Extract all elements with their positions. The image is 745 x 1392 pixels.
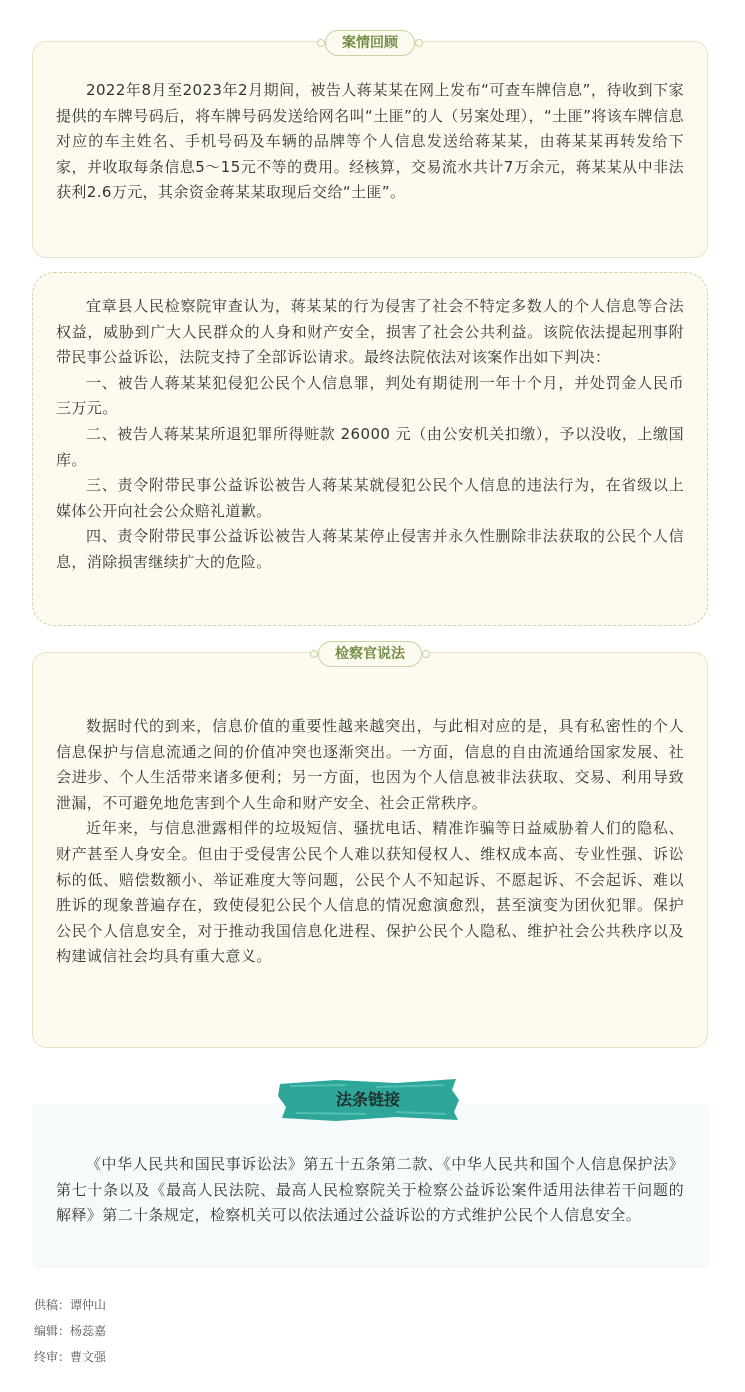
- law-link-tag: [276, 1076, 460, 1122]
- prosecutor-paragraph-2: 近年来，与信息泄露相伴的垃圾短信、骚扰电话、精准诈骗等日益威胁着人们的隐私、财产甚至人身安全。但由于受侵害公民个人难以获知侵权人、维权成本高、专业性强、诉讼标的低、赔偿数额小、举证难度大等问题，公民个人不知起诉、不愿起诉、不会起诉、难以胜诉的现象普遍存在，致使侵犯公民个人信息的情况愈演愈烈，甚至演变为团伙犯罪。保护公民个人信息安全，对于推动我国信息化进程、保护公民个人隐私、维护社会公共秩序以及构建诚信社会均具有重大意义。: [56, 819, 684, 966]
- credit-contributor: 供稿：谭仲山: [34, 1298, 107, 1312]
- prosecutor-text: [56, 714, 684, 970]
- credits: [34, 1292, 106, 1370]
- law-link-tag-label: 法条链接: [335, 1090, 400, 1109]
- law-link-text: [56, 1152, 684, 1229]
- judgment-item-1: 一、被告人蒋某某犯侵犯公民个人信息罪，判处有期徒刑一年十个月，并处罚金人民币三万元。: [56, 373, 684, 418]
- credit-reviewer: 终审：曹文强: [34, 1350, 107, 1364]
- case-review-tag: 案情回顾: [325, 30, 415, 56]
- judgment-text: [56, 294, 684, 576]
- judgment-item-2: 二、被告人蒋某某所退犯罪所得赃款 26000 元（由公安机关扣缴），予以没收，上缴国库。: [56, 424, 684, 469]
- law-link-paragraph: 《中华人民共和国民事诉讼法》第五十五条第二款、《中华人民共和国个人信息保护法》第七十条以及《最高人民法院、最高人民检察院关于检察公益诉讼案件适用法律若干问题的解释》第二十条规定，检察机关可以依法通过公益诉讼的方式维护公民个人信息安全。: [56, 1155, 684, 1225]
- judgment-item-4: 四、责令附带民事公益诉讼被告人蒋某某停止侵害并永久性删除非法获取的公民个人信息，消除损害继续扩大的危险。: [56, 527, 684, 571]
- case-review-text: [56, 78, 684, 206]
- judgment-paragraph: 宜章县人民检察院审查认为，蒋某某的行为侵害了社会不特定多数人的个人信息等合法权益，威胁到广大人民群众的人身和财产安全，损害了社会公共利益。该院依法提起刑事附带民事公益诉讼，法院支持了全部诉讼请求。最终法院依法对该案作出如下判决：: [56, 297, 684, 367]
- prosecutor-tag: 检察官说法: [318, 641, 422, 667]
- case-review-paragraph: 2022年8月至2023年2月期间，被告人蒋某某在网上发布“可查车牌信息”，待收到下家提供的车牌号码后，将车牌号码发送给网名叫“土匪”的人（另案处理），“土匪”将该车牌信息对应的车主姓名、手机号码及车辆的品牌等个人信息发送给蒋某某，由蒋某某再转发给下家，并收取每条信息5～15元不等的费用。经核算，交易流水共计7万余元，蒋某某从中非法获利2.6万元，其余资金蒋某某取现后交给“土匪”。: [56, 81, 684, 202]
- judgment-item-3: 三、责令附带民事公益诉讼被告人蒋某某就侵犯公民个人信息的违法行为，在省级以上媒体公开向社会公众赔礼道歉。: [56, 476, 684, 520]
- credit-editor: 编辑：杨蕊嘉: [34, 1324, 107, 1338]
- prosecutor-paragraph-1: 数据时代的到来，信息价值的重要性越来越突出，与此相对应的是，具有私密性的个人信息保护与信息流通之间的价值冲突也逐渐突出。一方面，信息的自由流通给国家发展、社会进步、个人生活带来诸多便利；另一方面，也因为个人信息被非法获取、交易、利用导致泄漏，不可避免地危害到个人生命和财产安全、社会正常秩序。: [56, 717, 684, 812]
